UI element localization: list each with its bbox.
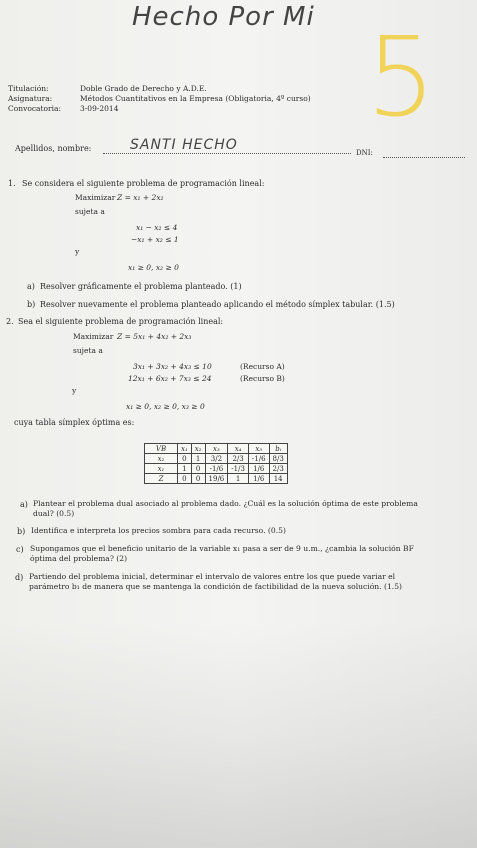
- q1-nonneg: x₁ ≥ 0, x₂ ≥ 0: [128, 263, 179, 272]
- q2-d-label: d): [15, 573, 24, 582]
- photo-shadow: [0, 620, 477, 848]
- table-header: x₄: [228, 444, 249, 454]
- table-cell: 8/3: [269, 454, 287, 464]
- q2-c-label: c): [16, 545, 24, 554]
- q2-b-label: b): [17, 527, 26, 536]
- convocatoria-value: 3-09-2014: [80, 104, 119, 113]
- table-cell: 1/6: [248, 464, 269, 474]
- table-cell: 1: [228, 474, 249, 484]
- q2-a-label: a): [20, 500, 28, 509]
- q2-b-text: Identifica e interpreta los precios sombra para cada recurso. (0.5): [31, 526, 286, 535]
- table-header: x₃: [205, 444, 228, 454]
- q2-objective: Z = 5x₁ + 4x₂ + 2x₃: [117, 332, 192, 341]
- q1-constraint-1: x₁ − x₂ ≤ 4: [136, 223, 178, 232]
- table-cell: -1/6: [248, 454, 269, 464]
- table-cell: Z: [145, 474, 178, 484]
- table-row: [145, 474, 288, 484]
- table-row: [145, 454, 288, 464]
- handwritten-name: SANTI HECHO: [130, 137, 238, 153]
- q1-intro: Se considera el siguiente problema de programación lineal:: [22, 179, 265, 188]
- table-cell: 2/3: [228, 454, 249, 464]
- table-header: x₁: [178, 444, 192, 454]
- table-cell: 0: [191, 464, 205, 474]
- table-cell: 19/6: [205, 474, 228, 484]
- q2-d-text-1: Partiendo del problema inicial, determinar el intervalo de valores entre los que puede variar el: [29, 572, 396, 581]
- q2-sujeta: sujeta a: [73, 346, 103, 355]
- titulacion-value: Doble Grado de Derecho y A.D.E.: [80, 84, 207, 93]
- q2-a-text-1: Plantear el problema dual asociado al problema dado. ¿Cuál es la solución óptima de este problema: [33, 499, 418, 508]
- q2-c-text-1: Supongamos que el beneficio unitario de la variable x₁ pasa a ser de 9 u.m., ¿cambia la solución BF: [30, 544, 414, 553]
- q1-b-text: Resolver nuevamente el problema planteado aplicando el método símplex tabular. (1.5): [40, 300, 395, 309]
- table-cell: x₂: [145, 454, 178, 464]
- table-cell: 14: [269, 474, 287, 484]
- convocatoria-label: Convocatoria:: [8, 104, 62, 113]
- table-header: VB: [145, 444, 178, 454]
- q2-nonneg: x₁ ≥ 0, x₂ ≥ 0, x₃ ≥ 0: [126, 402, 205, 411]
- q2-a-text-2: dual? (0.5): [33, 509, 75, 518]
- table-cell: 0: [178, 474, 192, 484]
- dni-label: DNI:: [356, 149, 373, 157]
- table-header: x₂: [191, 444, 205, 454]
- q1-objective: Z = x₁ + 2x₂: [117, 193, 164, 202]
- table-cell: 1: [191, 454, 205, 464]
- table-header-row: [145, 444, 288, 454]
- handwritten-title: Hecho Por Mi: [132, 2, 315, 32]
- table-header: bᵢ: [269, 444, 287, 454]
- q2-intro: Sea el siguiente problema de programación lineal:: [18, 317, 224, 326]
- table-cell: -1/3: [228, 464, 249, 474]
- q2-number: 2.: [6, 317, 14, 326]
- grade-mark: 5: [366, 13, 436, 141]
- q2-constraint-1-label: (Recurso A): [240, 362, 285, 371]
- q2-d-text-2: parámetro b₁ de manera que se mantenga la condición de factibilidad de la nueva solución. (1.5): [29, 582, 402, 591]
- q1-maximizar: Maximizar: [75, 193, 116, 202]
- table-row: [145, 464, 288, 474]
- q1-b-label: b): [27, 300, 36, 309]
- q1-number: 1.: [8, 179, 16, 188]
- table-cell: 0: [178, 454, 192, 464]
- table-cell: x₁: [145, 464, 178, 474]
- q1-y: y: [75, 247, 80, 256]
- asignatura-value: Métodos Cuantitativos en la Empresa (Obligatoria, 4º curso): [80, 94, 311, 103]
- dni-line: [383, 157, 465, 158]
- q2-maximizar: Maximizar: [73, 332, 114, 341]
- q1-constraint-2: −x₁ + x₂ ≤ 1: [131, 235, 179, 244]
- titulacion-label: Titulación:: [8, 84, 49, 93]
- q1-a-text: Resolver gráficamente el problema planteado. (1): [40, 282, 242, 291]
- q2-constraint-1: 3x₁ + 3x₂ + 4x₃ ≤ 10: [133, 362, 212, 371]
- simplex-table: [144, 443, 288, 484]
- q2-constraint-2: 12x₁ + 6x₂ + 7x₃ ≤ 24: [128, 374, 212, 383]
- apellidos-label: Apellidos, nombre:: [15, 144, 92, 153]
- table-cell: 1: [178, 464, 192, 474]
- table-cell: -1/6: [205, 464, 228, 474]
- table-cell: 2/3: [269, 464, 287, 474]
- table-cell: 3/2: [205, 454, 228, 464]
- table-cell: 0: [191, 474, 205, 484]
- q2-c-text-2: óptima del problema? (2): [30, 554, 128, 563]
- apellidos-line: [103, 153, 351, 154]
- q1-sujeta: sujeta a: [75, 207, 105, 216]
- q2-table-intro: cuya tabla símplex óptima es:: [14, 418, 135, 427]
- table-header: x₅: [248, 444, 269, 454]
- table-cell: 1/6: [248, 474, 269, 484]
- asignatura-label: Asignatura:: [8, 94, 53, 103]
- q1-a-label: a): [27, 282, 35, 291]
- q2-y: y: [72, 386, 77, 395]
- q2-constraint-2-label: (Recurso B): [240, 374, 285, 383]
